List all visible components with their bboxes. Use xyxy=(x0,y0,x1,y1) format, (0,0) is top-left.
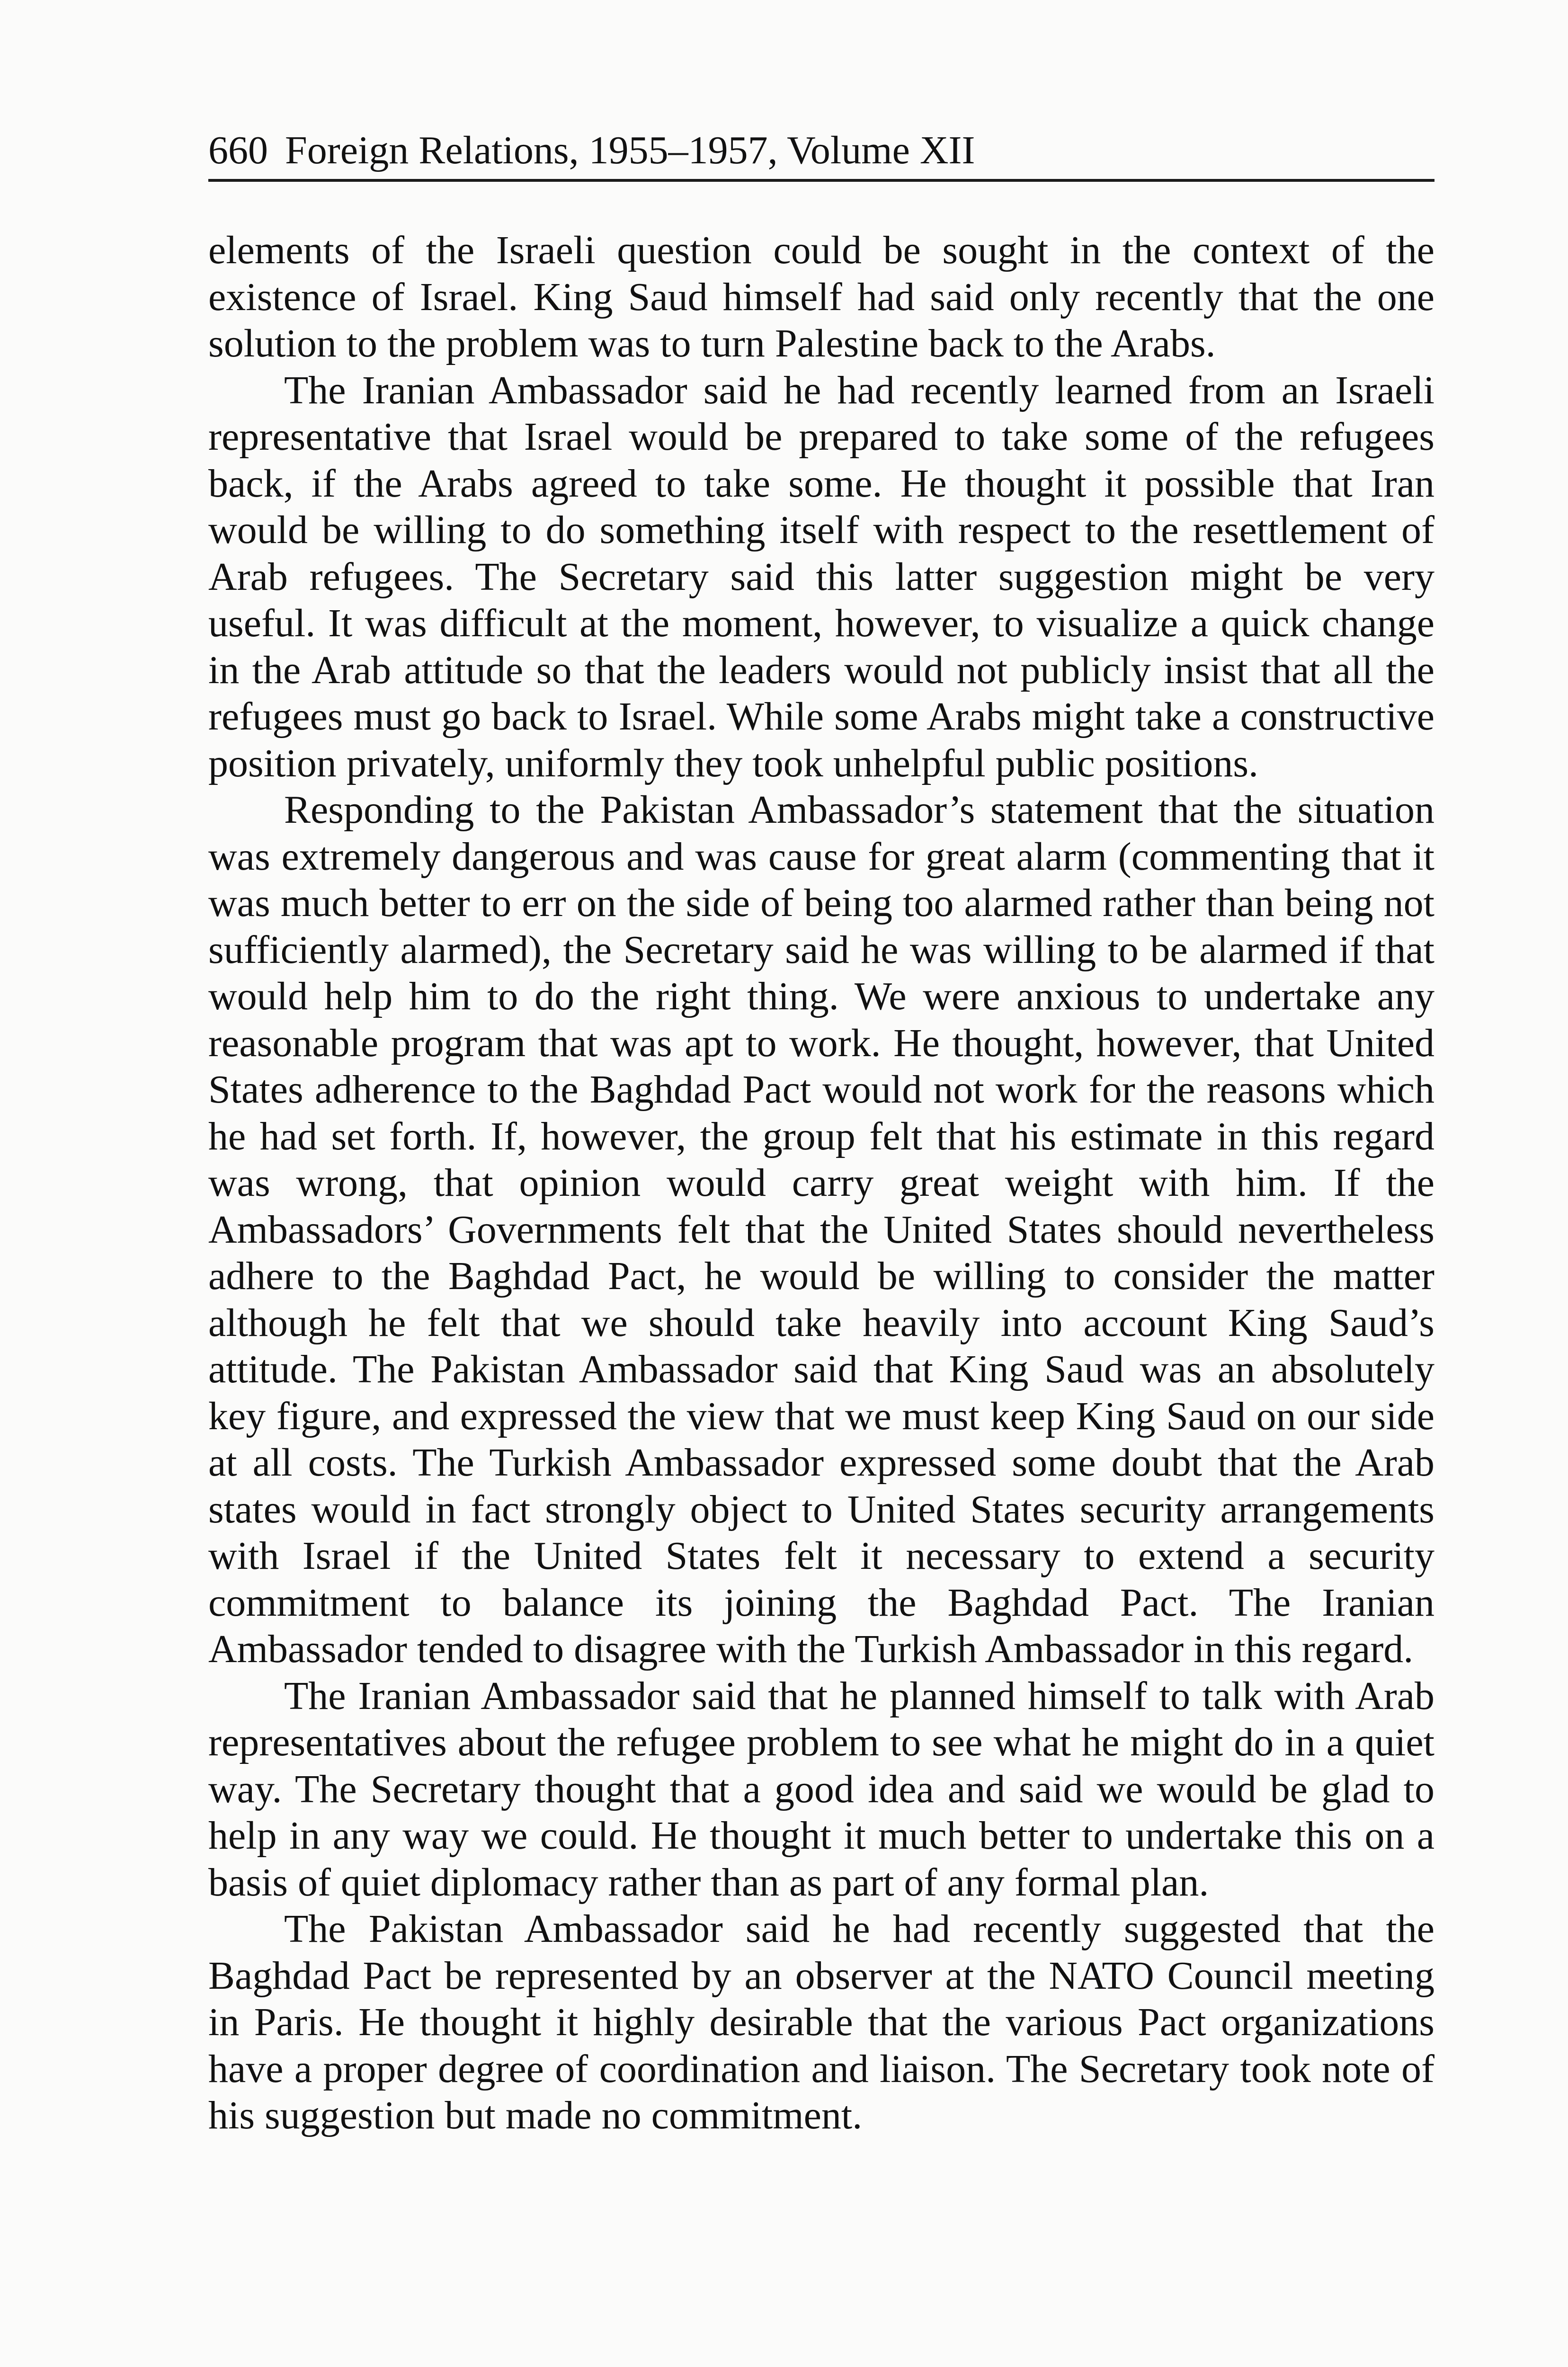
running-head xyxy=(208,127,1434,182)
paragraph-pakistan-alarm: Responding to the Pakistan Ambassador’s statement that the situation was extremely dangerous and was cause for great alarm (commenting that it was much better to err on the side of being too alarmed rather than being not sufficiently alarmed), the Secretary said he was willing to be alarmed if that would help him to do the right thing. We were anxious to undertake any reasonable program that was apt to work. He thought, however, that United States adherence to the Baghdad Pact would not work for the reasons which he had set forth. If, however, the group felt that his estimate in this regard was wrong, that opinion would carry great weight with him. If the Ambassadors’ Governments felt that the United States should nevertheless adhere to the Baghdad Pact, he would be willing to consider the matter although he felt that we should take heavily into account King Saud’s attitude. The Pakistan Ambassador said that King Saud was an absolutely key figure, and expressed the view that we must keep King Saud on our side at all costs. The Turkish Ambassador expressed some doubt that the Arab states would in fact strongly object to United States security arrangements with Israel if the United States felt it necessary to extend a security commitment to balance its joining the Baghdad Pact. The Iranian Ambassador tended to disagree with the Turkish Ambassador in this regard. xyxy=(208,788,1434,1671)
paragraph-iranian-refugees: The Iranian Ambassador said he had recently learned from an Israeli representative that Israel would be prepared to take some of the refugees back, if the Arabs agreed to take some. He thought it possible that Iran would be willing to do something itself with respect to the resettlement of Arab refugees. The Secretary said this latter suggestion might be very useful. It was difficult at the moment, however, to visualize a quick change in the Arab attitude so that the leaders would not publicly insist that all the refugees must go back to Israel. While some Arabs might take a constructive position privately, uniformly they took unhelpful public positions. xyxy=(208,368,1434,785)
running-title: Foreign Relations, 1955–1957, Volume XII xyxy=(285,128,975,172)
paragraph-continued: elements of the Israeli question could be sought in the context of the existence of Israel. King Saud himself had said only recently that the one solution to the problem was to turn Palestine back to the Arabs. xyxy=(208,228,1434,365)
paragraph-quiet-diplomacy: The Iranian Ambassador said that he planned himself to talk with Arab representatives about the refugee problem to see what he might do in a quiet way. The Secretary thought that a good idea and said we would be glad to help in any way we could. He thought it much better to undertake this on a basis of quiet diplomacy rather than as part of any formal plan. xyxy=(208,1673,1434,1904)
paragraph-nato-observer: The Pakistan Ambassador said he had recently suggested that the Baghdad Pact be represented by an observer at the NATO Council meeting in Paris. He thought it highly desirable that the various Pact organizations have a proper degree of coordination and liaison. The Secretary took note of his suggestion but made no commitment. xyxy=(208,1907,1434,2137)
body-text xyxy=(208,227,1434,2139)
page-number: 660 xyxy=(208,128,268,172)
